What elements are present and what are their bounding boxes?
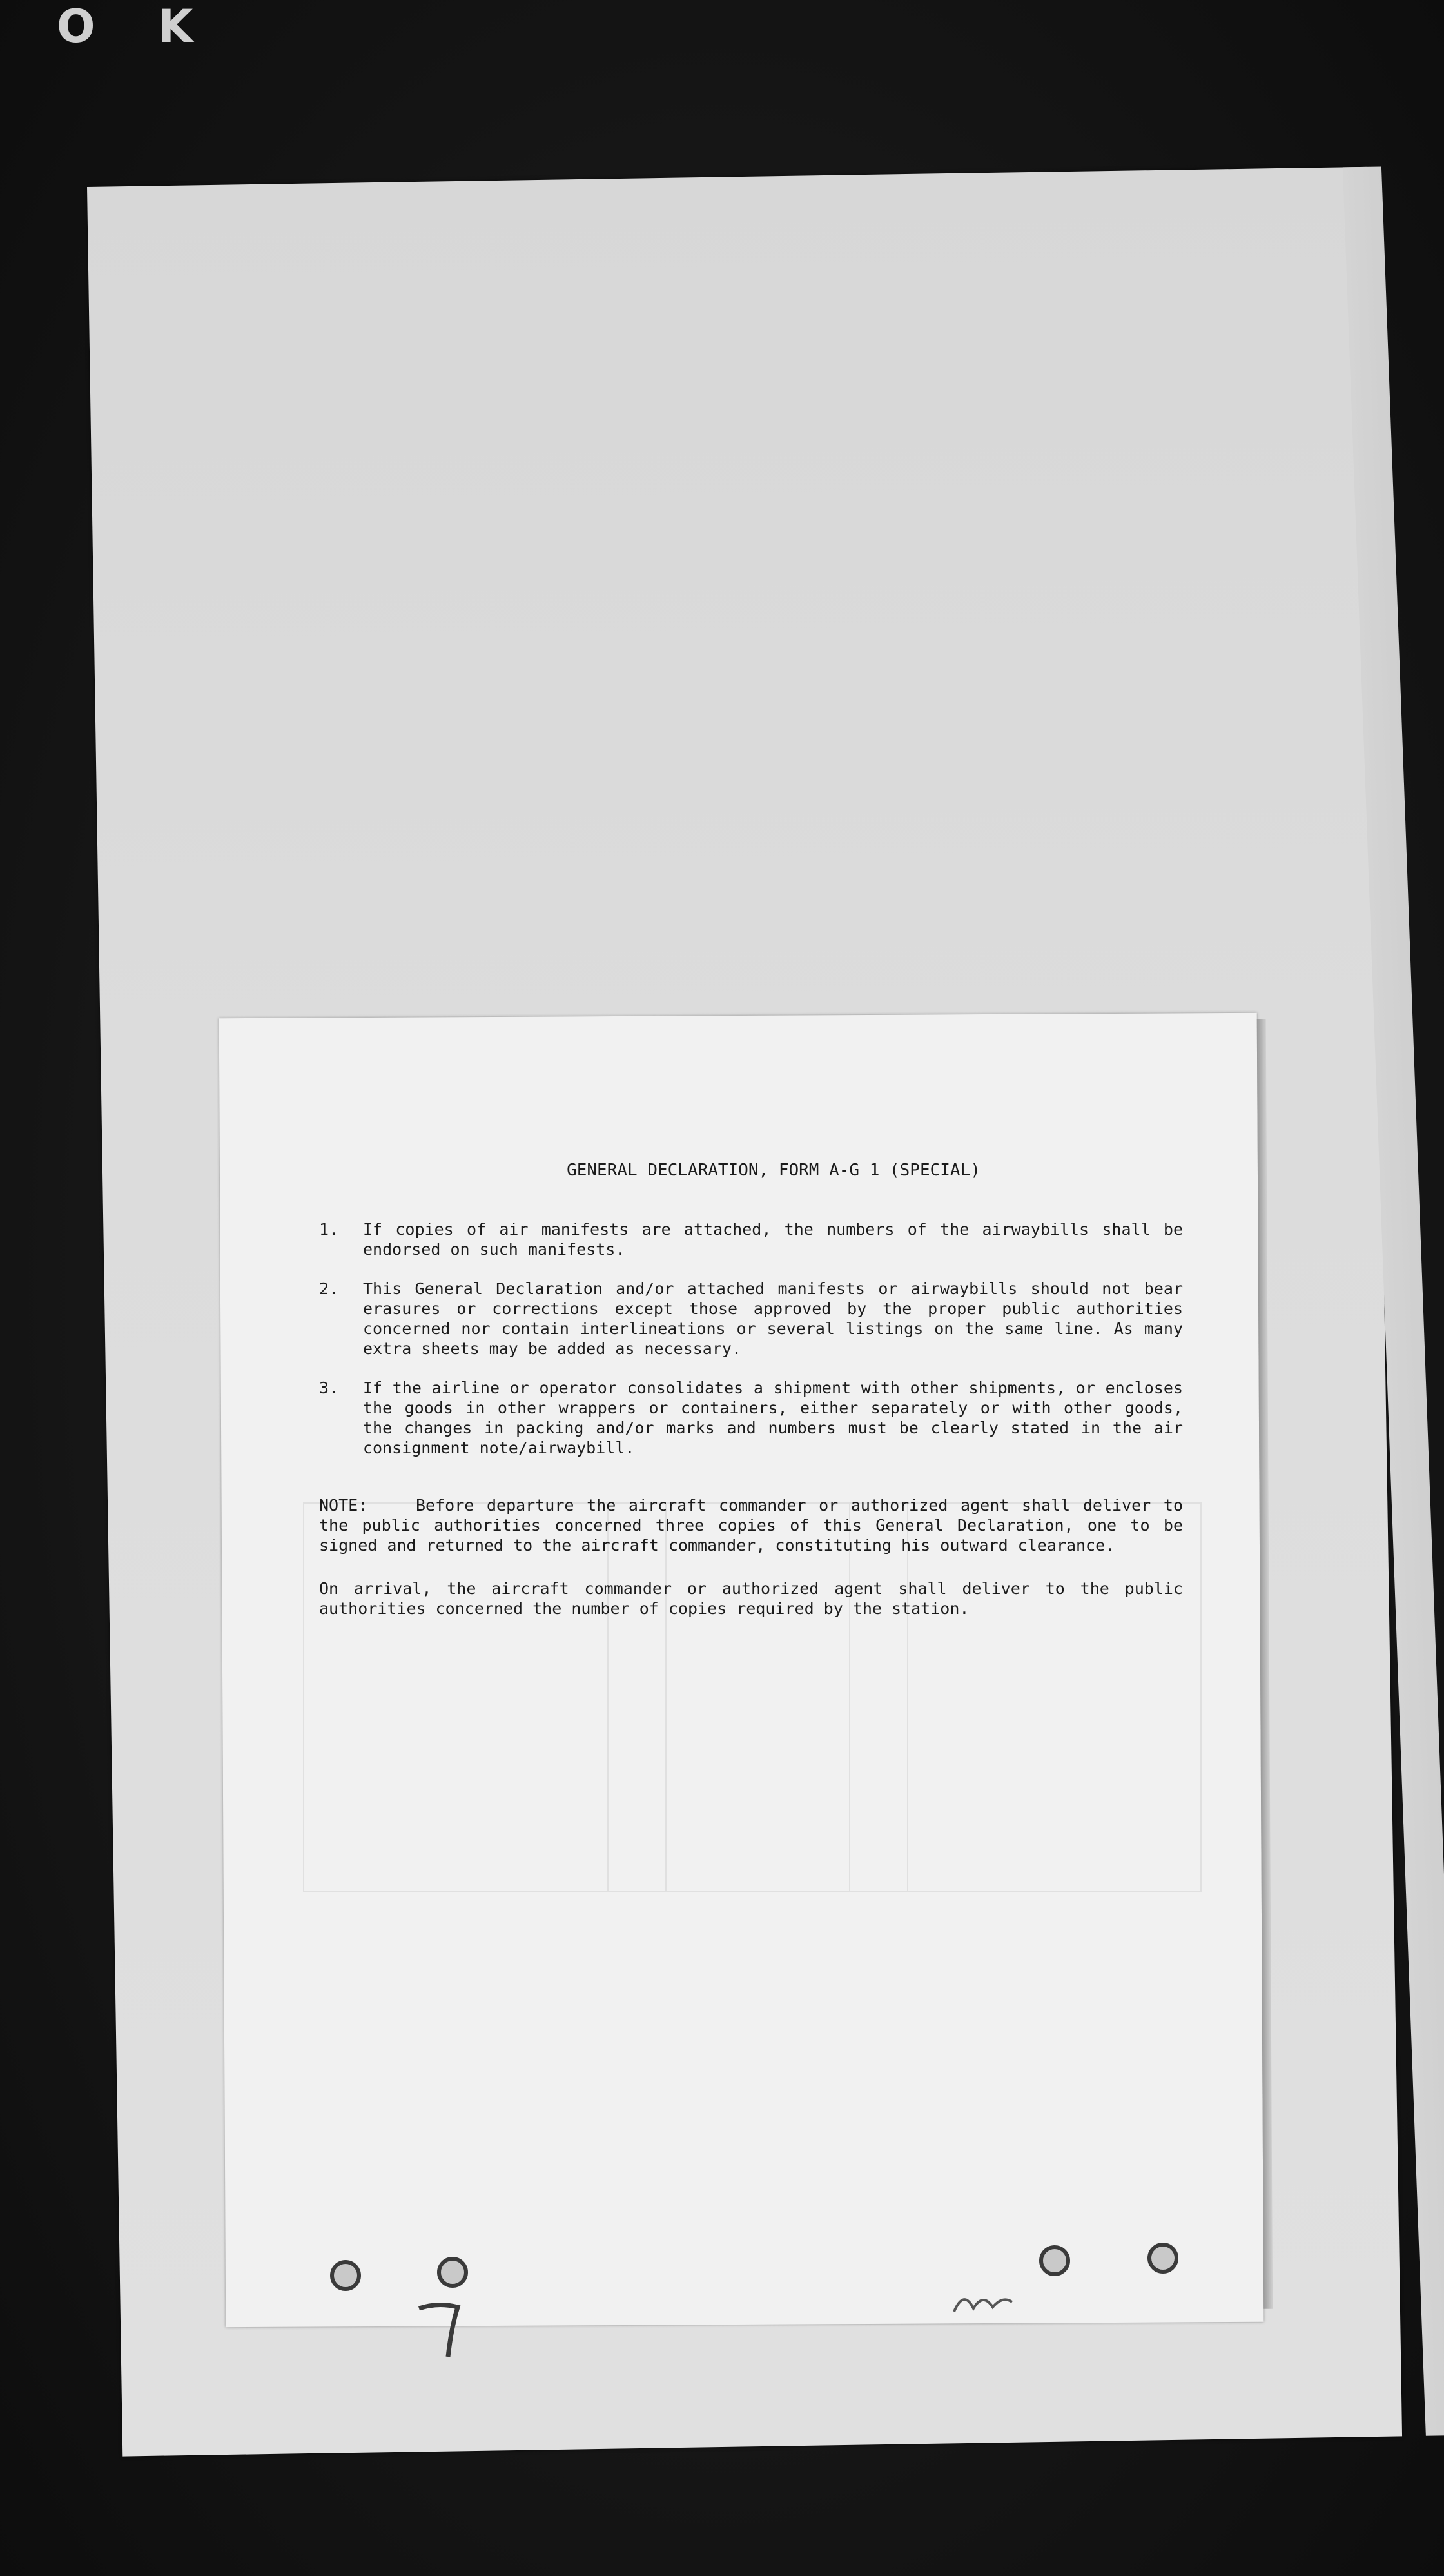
note-paragraph [319, 1495, 1183, 1555]
document-title: GENERAL DECLARATION, FORM A-G 1 (SPECIAL) [567, 1161, 981, 1180]
item-text: If the airline or operator consolidates a shipment with other shipments, or encloses the goods in other wrappers or containers, either separately or with other goods, the changes in packing and/or marks and numbers must be clearly stated in the air consignment note/airwaybill. [363, 1379, 1183, 1457]
note-label: NOTE: [319, 1496, 368, 1515]
punch-hole [1039, 2245, 1070, 2276]
punch-hole [437, 2257, 468, 2288]
punch-hole [330, 2260, 361, 2291]
instruction-item [319, 1219, 1183, 1259]
punch-hole [1147, 2243, 1178, 2274]
item-text: If copies of air manifests are attached, the numbers of the airwaybills shall be endorsed on such manifests. [363, 1220, 1183, 1259]
item-text: This General Declaration and/or attached manifests or airwaybills should not bear erasures or corrections except those approved by the proper public authorities concerned nor contain interlineations or several listings on the same line. As many extra sheets may be added as necessary. [363, 1279, 1183, 1358]
instruction-item [319, 1279, 1183, 1359]
handwritten-mark-icon [413, 2296, 483, 2366]
item-number: 3. [319, 1379, 339, 1397]
note-text: Before departure the aircraft commander or authorized agent shall deliver to the public authorities concerned three copies of this General Declaration, one to be signed and returned to the aircraft commander, constituting his outward clearance. [319, 1496, 1183, 1555]
film-mark-right: K [158, 0, 193, 53]
handwritten-mark-icon [948, 2283, 1019, 2321]
instruction-item [319, 1378, 1183, 1458]
item-number: 1. [319, 1220, 339, 1239]
film-mark-left: O [57, 0, 95, 53]
declaration-instructions [319, 1161, 1183, 1618]
arrival-paragraph: On arrival, the aircraft commander or authorized agent shall deliver to the public authorities concerned the number of copies required by the station. [319, 1579, 1183, 1618]
item-number: 2. [319, 1279, 339, 1298]
